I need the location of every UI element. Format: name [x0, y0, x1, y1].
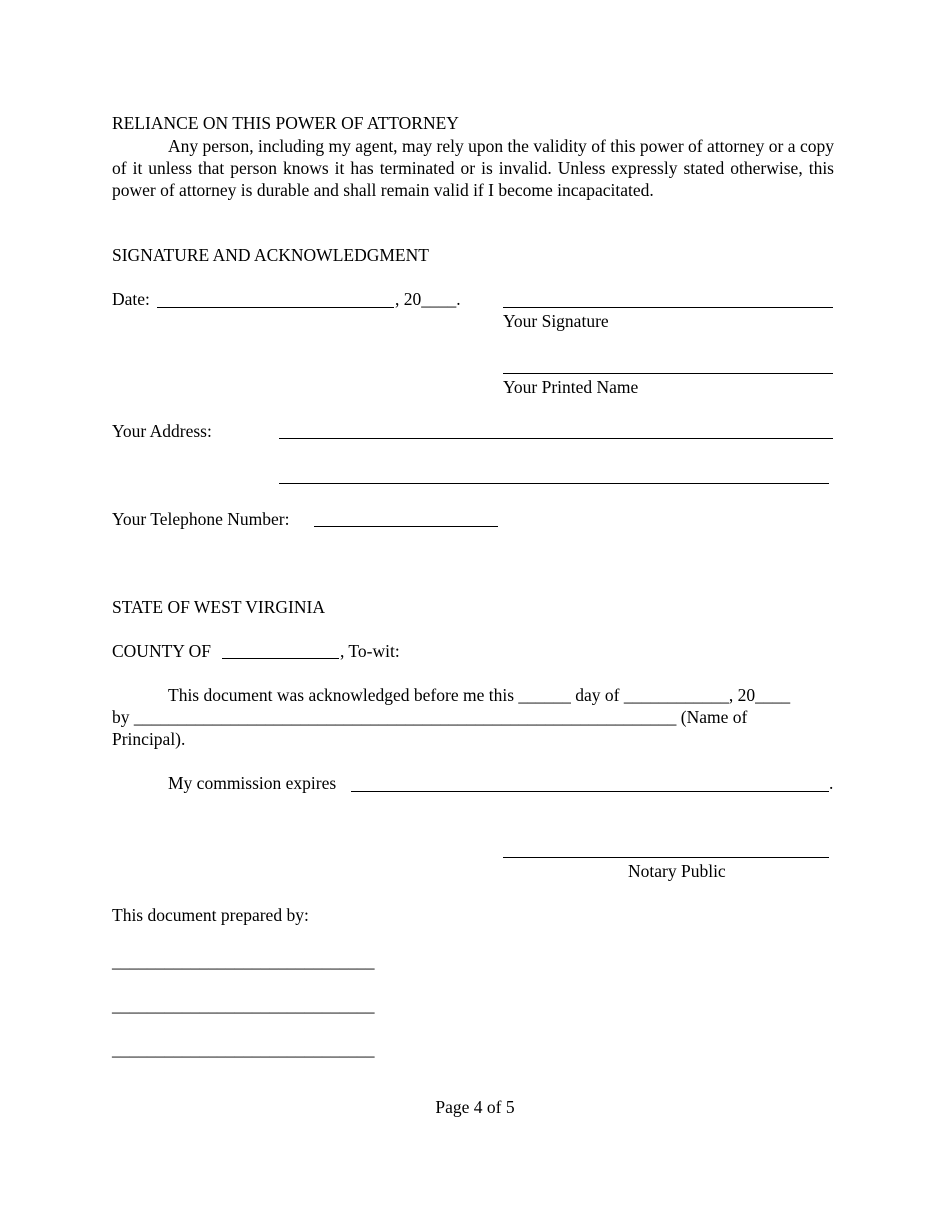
prepared-by-line-3: ______________________________ [112, 1039, 375, 1059]
commission-label: My commission expires [168, 773, 337, 793]
date-field[interactable] [157, 307, 394, 308]
signature-line[interactable] [503, 307, 833, 308]
printed-name-line[interactable] [503, 373, 833, 374]
printed-name-label: Your Printed Name [503, 377, 639, 397]
to-wit-label: , To-wit: [340, 641, 400, 661]
acknowledgment-line-1: This document was acknowledged before me this ______ day of ____________, 20____ [168, 685, 791, 705]
notary-public-label: Notary Public [628, 861, 726, 881]
address-label: Your Address: [112, 421, 212, 441]
state-heading: STATE OF WEST VIRGINIA [112, 597, 325, 617]
date-label: Date: [112, 289, 150, 309]
reliance-body: Any person, including my agent, may rely upon the validity of this power of attorney or a copy of it unless that person knows it has terminated or is invalid. Unless expressly stated otherwise, this power of attorney is durable and shall remain valid if I become incapacitated. [112, 136, 834, 200]
signature-heading: SIGNATURE AND ACKNOWLEDGMENT [112, 245, 429, 265]
county-line[interactable] [222, 658, 339, 659]
address-line-1[interactable] [279, 438, 833, 439]
telephone-line[interactable] [314, 526, 498, 527]
year-suffix: , 20____. [395, 289, 461, 309]
acknowledgment-line-2: by ______________________________________________________________ (Name of [112, 707, 748, 727]
address-line-2[interactable] [279, 483, 829, 484]
prepared-by-label: This document prepared by: [112, 905, 309, 925]
your-signature-label: Your Signature [503, 311, 609, 331]
county-label: COUNTY OF [112, 641, 212, 661]
page-number: Page 4 of 5 [435, 1097, 515, 1117]
notary-signature-line[interactable] [503, 857, 829, 858]
reliance-paragraph [112, 135, 834, 201]
commission-line[interactable] [351, 791, 829, 792]
telephone-label: Your Telephone Number: [112, 509, 290, 529]
prepared-by-line-2: ______________________________ [112, 995, 375, 1015]
reliance-heading: RELIANCE ON THIS POWER OF ATTORNEY [112, 113, 459, 133]
commission-period: . [829, 773, 834, 793]
prepared-by-line-1: ______________________________ [112, 951, 375, 971]
acknowledgment-line-3: Principal). [112, 729, 186, 749]
